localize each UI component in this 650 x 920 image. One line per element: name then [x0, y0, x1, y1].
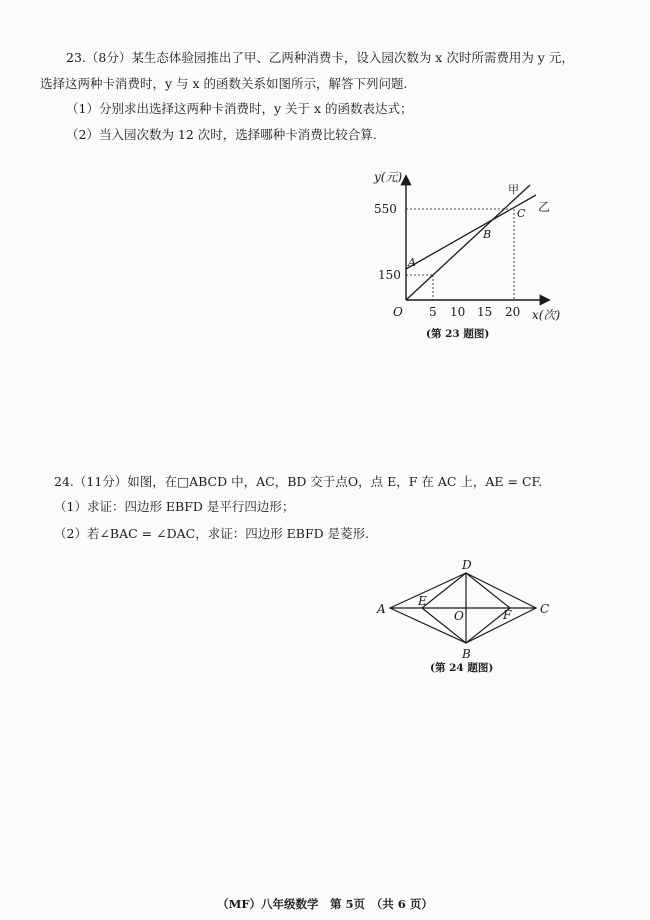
label-b: B	[462, 647, 471, 661]
x-tick-20: 20	[505, 305, 521, 319]
label-yi: 乙	[538, 200, 551, 214]
q24-caption: (第 24 题图)	[430, 662, 494, 674]
label-a: A	[377, 602, 386, 616]
label-jia: 甲	[508, 183, 519, 196]
q24-part2: （2）若∠BAC = ∠DAC，求证：四边形 EBFD 是菱形.	[54, 526, 370, 541]
point-c: C	[517, 207, 526, 220]
label-d: D	[462, 558, 472, 572]
y-tick-150: 150	[378, 268, 401, 282]
label-e: E	[418, 594, 427, 608]
x-axis-label: x(次)	[532, 308, 560, 322]
point-b: B	[483, 228, 492, 241]
origin-label: O	[393, 305, 403, 319]
x-tick-15: 15	[477, 305, 493, 319]
q23-part2: （2）当入园次数为 12 次时，选择哪种卡消费比较合算.	[66, 127, 377, 142]
line-jia	[406, 185, 530, 300]
x-tick-10: 10	[450, 305, 466, 319]
q24-part1: （1）求证：四边形 EBFD 是平行四边形；	[54, 499, 295, 514]
page-footer: （MF）八年级数学 第 5页 （共 6 页）	[217, 897, 433, 911]
label-c: C	[540, 602, 550, 616]
x-tick-5: 5	[429, 305, 437, 319]
y-axis-label: y(元)	[374, 170, 403, 184]
label-f: F	[503, 608, 512, 622]
q23-graph	[360, 165, 560, 345]
q24-line1: 24.（11分）如图，在□ABCD 中，AC，BD 交于点O，点 E，F 在 AC 上，AE = CF.	[54, 474, 543, 489]
q24-rhombus-figure	[370, 555, 570, 675]
q23-line2: 选择这两种卡消费时，y 与 x 的函数关系如图所示，解答下列问题.	[40, 76, 408, 91]
point-a: A	[408, 256, 416, 269]
label-o: O	[454, 609, 464, 623]
q23-line1: 23.（8分）某生态体验园推出了甲、乙两种消费卡，设入园次数为 x 次时所需费用为 y 元，	[66, 50, 574, 65]
y-tick-550: 550	[374, 202, 397, 216]
q23-part1: （1）分别求出选择这两种卡消费时，y 关于 x 的函数表达式；	[66, 101, 413, 116]
q23-caption: (第 23 题图)	[426, 328, 490, 340]
